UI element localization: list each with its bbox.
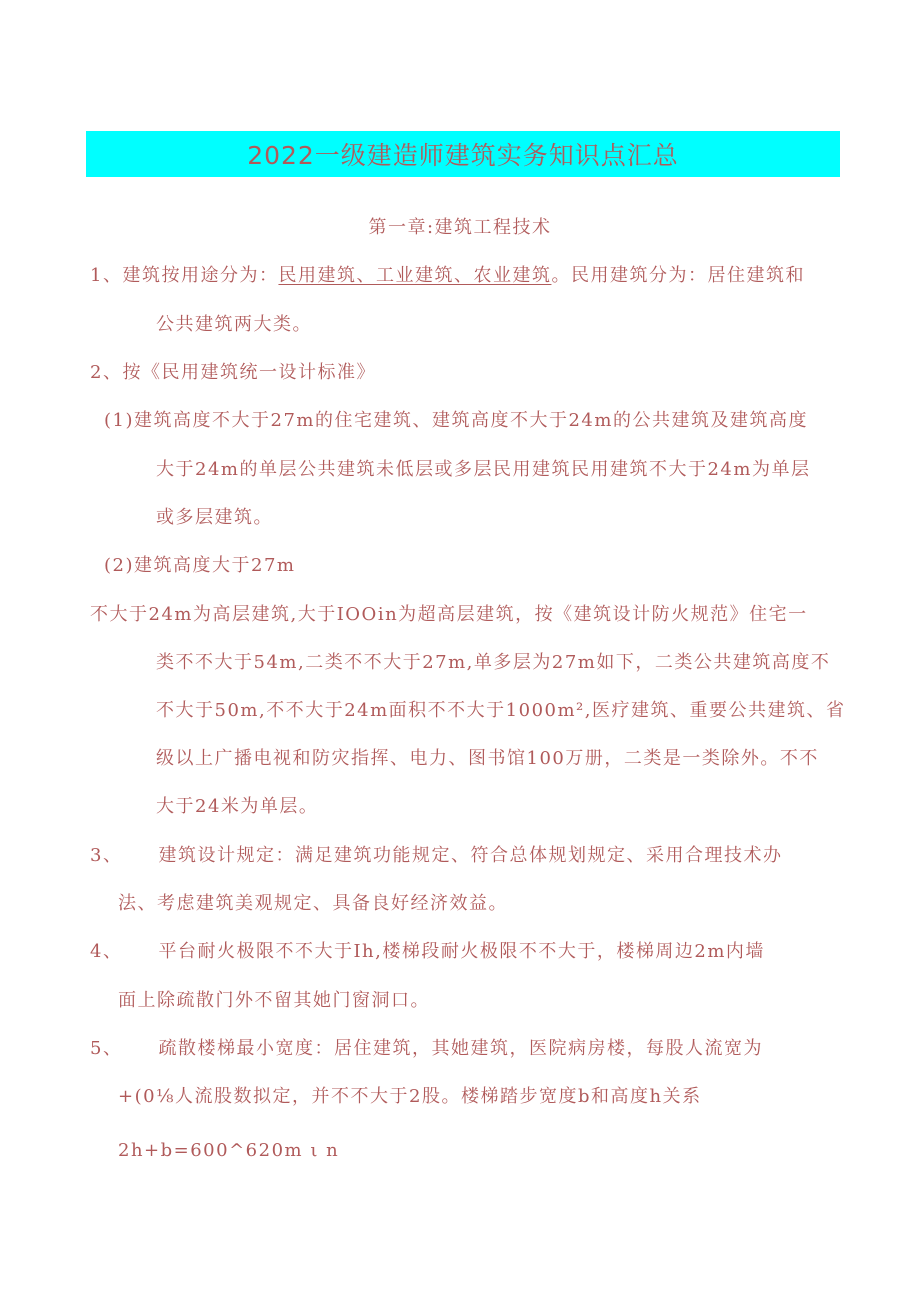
paragraph-1-line-2: 公共建筑两大类。 — [156, 314, 312, 335]
p1-text-b: 。民用建筑分为：居住建筑和 — [551, 265, 805, 286]
p3-number: 3、 — [90, 845, 123, 866]
item-2-1-line-3: 或多层建筑。 — [156, 507, 273, 528]
p4-number: 4、 — [90, 941, 123, 962]
item-2-3-line-5: 大于24米为单层。 — [156, 796, 319, 817]
paragraph-4-line-2: 面上除疏散门外不留其她门窗洞口。 — [118, 990, 430, 1011]
p4-text: 平台耐火极限不不大于Ih,楼梯段耐火极限不不大于，楼梯周边2m内墙 — [158, 941, 765, 962]
chapter-heading: 第一章:建筑工程技术 — [368, 217, 552, 238]
title-banner — [86, 131, 840, 177]
paragraph-5-line-2: +(0⅛人流股数拟定，并不不大于2股。楼梯踏步宽度b和高度h关系 — [118, 1086, 702, 1107]
p5-text: 疏散楼梯最小宽度：居住建筑，其她建筑，医院病房楼，每股人流宽为 — [158, 1038, 763, 1059]
item-2-1-line-1: (1)建筑高度不大于27m的住宅建筑、建筑高度不大于24m的公共建筑及建筑高度 — [104, 410, 808, 431]
paragraph-3-line-2: 法、考虑建筑美观规定、具备良好经济效益。 — [118, 893, 508, 914]
item-2-2: (2)建筑高度大于27m — [104, 555, 296, 576]
p1-text-a: 1、建筑按用途分为： — [90, 265, 279, 286]
item-2-3-line-2: 类不不大于54m,二类不不大于27m,单多层为27m如下，二类公共建筑高度不 — [156, 652, 831, 673]
p3-text: 建筑设计规定：满足建筑功能规定、符合总体规划规定、采用合理技术办 — [158, 845, 783, 866]
p5-number: 5、 — [90, 1038, 123, 1059]
paragraph-5-line-1 — [90, 1037, 763, 1061]
p1-underlined-text: 民用建筑、工业建筑、农业建筑 — [278, 265, 552, 286]
paragraph-4-line-1 — [90, 940, 765, 964]
item-2-3-line-1: 不大于24m为高层建筑,大于IOOin为超高层建筑，按《建筑设计防火规范》住宅一 — [90, 604, 808, 625]
item-2-1-line-2: 大于24m的单层公共建筑未低层或多层民用建筑民用建筑不大于24m为单层 — [156, 459, 811, 480]
paragraph-1-line-1 — [90, 264, 805, 288]
paragraph-3-line-1 — [90, 844, 782, 868]
paragraph-5-line-3: 2h+b=600^620m ι n — [118, 1140, 340, 1161]
item-2-3-line-4: 级以上广播电视和防灾指挥、电力、图书馆100万册，二类是一类除外。不不 — [156, 748, 819, 769]
paragraph-2: 2、按《民用建筑统一设计标准》 — [90, 362, 376, 383]
document-title: 2022一级建造师建筑实务知识点汇总 — [247, 141, 679, 170]
item-2-3-line-3: 不大于50m,不不大于24m面积不不大于1000m²,医疗建筑、重要公共建筑、省 — [156, 700, 846, 721]
